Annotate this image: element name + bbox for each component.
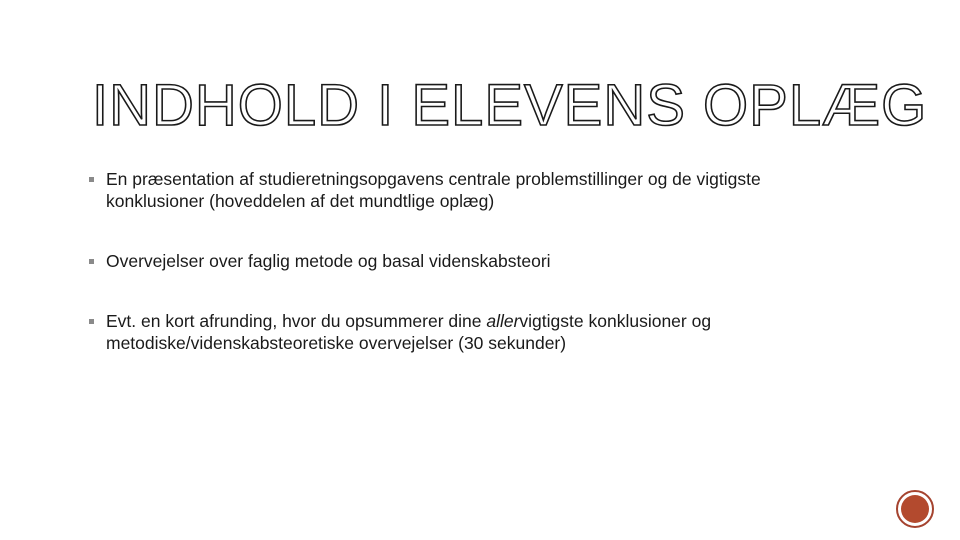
bullet-text-emphasis: aller bbox=[486, 311, 520, 331]
bullet-item bbox=[88, 250, 848, 310]
bullet-item bbox=[88, 310, 848, 358]
page-badge-icon bbox=[896, 490, 934, 528]
page-badge-fill bbox=[901, 495, 929, 523]
slide-title: INDHOLD I ELEVENS OPLÆG bbox=[92, 73, 928, 138]
bullet-text: Overvejelser over faglig metode og basal videnskabsteori bbox=[106, 251, 551, 271]
bullet-item bbox=[88, 168, 848, 250]
square-bullet-icon bbox=[89, 319, 94, 324]
bullet-text-after: vigtigste konklusioner og metodiske/videnskabsteoretiske overvejelser (30 sekunder) bbox=[106, 311, 712, 353]
bullet-text-before: Evt. en kort afrunding, hvor du opsummerer dine bbox=[106, 311, 487, 331]
bullet-text: En præsentation af studieretningsopgavens centrale problemstillinger og de vigtigste konklusioner (hoveddelen af det mundtlige oplæg) bbox=[106, 169, 761, 211]
bullet-list bbox=[88, 168, 848, 358]
square-bullet-icon bbox=[89, 259, 94, 264]
square-bullet-icon bbox=[89, 177, 94, 182]
